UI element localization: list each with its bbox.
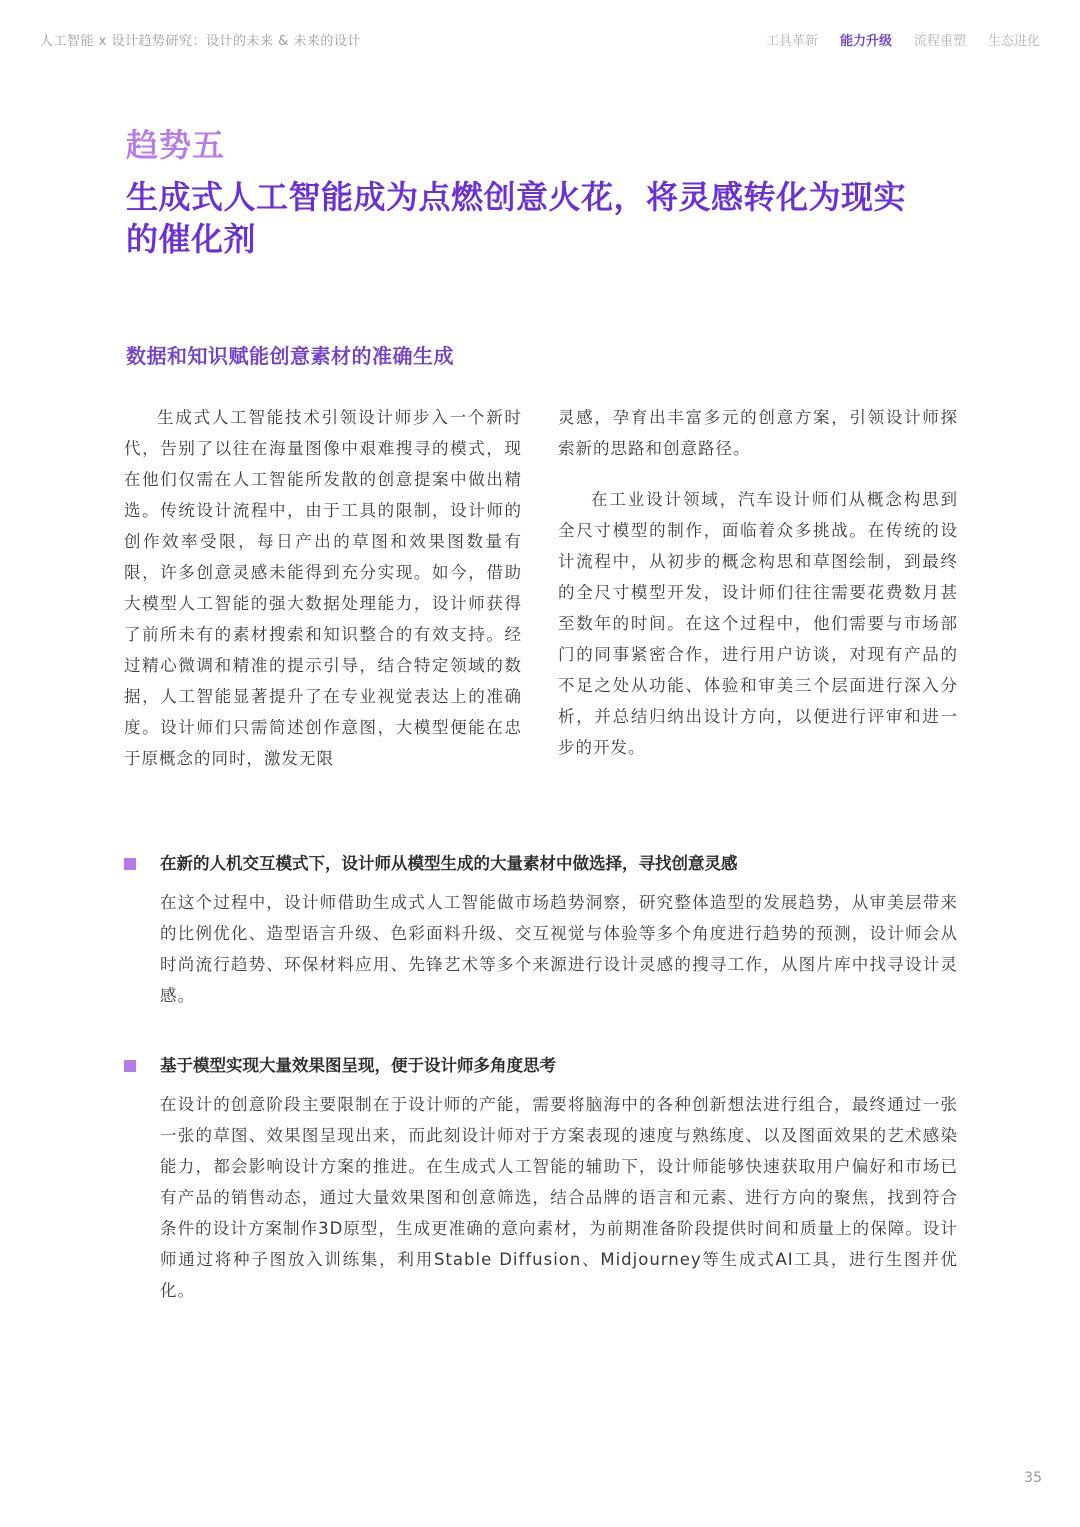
bullet-title: 在新的人机交互模式下，设计师从模型生成的大量素材中做选择，寻找创意灵感 [160,854,738,873]
bullet-title: 基于模型实现大量效果图呈现，便于设计师多角度思考 [160,1056,556,1075]
nav-item-ecosystem-evolution[interactable]: 生态进化 [987,33,1040,49]
bullet-section-2 [124,1053,958,1306]
bullet-paragraph: 在这个过程中，设计师借助生成式人工智能做市场趋势洞察，研究整体造型的发展趋势，从审美层带来的比例优化、造型语言升级、色彩面料升级、交互视觉与体验等多个角度进行趋势的预测，设计师会从时尚流行趋势、环保材料应用、先锋艺术等多个来源进行设计灵感的搜寻工作，从图片库中找寻设计灵感。 [160,893,958,1005]
nav-item-process-reshaping[interactable]: 流程重塑 [913,33,966,49]
left-column [124,402,522,774]
section-heading: 数据和知识赋能创意素材的准确生成 [126,344,454,368]
page-number: 35 [1024,1470,1042,1486]
nav-item-capability-upgrade[interactable]: 能力升级 [839,33,892,49]
bullet-body [124,887,958,1011]
right-column [558,402,958,763]
bullet-section-1 [124,851,958,1011]
section-nav [766,30,1040,49]
page-header [40,28,1040,50]
right-paragraph: 在工业设计领域，汽车设计师们从概念构思到全尺寸模型的制作，面临着众多挑战。在传统的设计流程中，从初步的概念构思和草图绘制，到最终的全尺寸模型开发，设计师们往往需要花费数月甚至数年的时间。在这个过程中，他们需要与市场部门的同事紧密合作，进行用户访谈，对现有产品的不足之处从功能、体验和审美三个层面进行深入分析，并总结归纳出设计方向，以便进行评审和进一步的开发。 [558,490,958,757]
right-continuation-paragraph: 灵感，孕育出丰富多元的创意方案，引领设计师探索新的思路和创意路径。 [558,408,958,458]
page-title: 生成式人工智能成为点燃创意火花，将灵感转化为现实的催化剂 [126,178,907,258]
bullet-paragraph: 在设计的创意阶段主要限制在于设计师的产能，需要将脑海中的各种创新想法进行组合，最终通过一张一张的草图、效果图呈现出来，而此刻设计师对于方案表现的速度与熟练度、以及图面效果的艺术感染能力，都会影响设计方案的推进。在生成式人工智能的辅助下，设计师能够快速获取用户偏好和市场已有产品的销售动态，通过大量效果图和创意筛选，结合品牌的语言和元素、进行方向的聚焦，找到符合条件的设计方案制作3D原型，生成更准确的意向素材，为前期准备阶段提供时间和质量上的保障。设计师通过将种子图放入训练集，利用Stable Diffusion、Midjourney等生成式AI工具，进行生图并优化。 [160,1095,958,1300]
square-bullet-icon [124,1060,136,1072]
trend-label: 趋势五 [126,126,226,164]
square-bullet-icon [124,858,136,870]
left-paragraph: 生成式人工智能技术引领设计师步入一个新时代，告别了以往在海量图像中艰难搜寻的模式，现在他们仅需在人工智能所发散的创意提案中做出精选。传统设计流程中，由于工具的限制，设计师的创作效率受限，每日产出的草图和效果图数量有限，许多创意灵感未能得到充分实现。如今，借助大模型人工智能的强大数据处理能力，设计师获得了前所未有的素材搜索和知识整合的有效支持。经过精心微调和精准的提示引导，结合特定领域的数据，人工智能显著提升了在专业视觉表达上的准确度。设计师们只需简述创作意图，大模型便能在忠于原概念的同时，激发无限 [124,408,522,768]
nav-item-tool-innovation[interactable]: 工具革新 [765,33,818,49]
bullet-title-row [124,1053,958,1079]
bullet-body [124,1089,958,1306]
bullet-title-row [124,851,958,877]
document-title: 人工智能 x 设计趋势研究：设计的未来 & 未来的设计 [40,33,361,49]
